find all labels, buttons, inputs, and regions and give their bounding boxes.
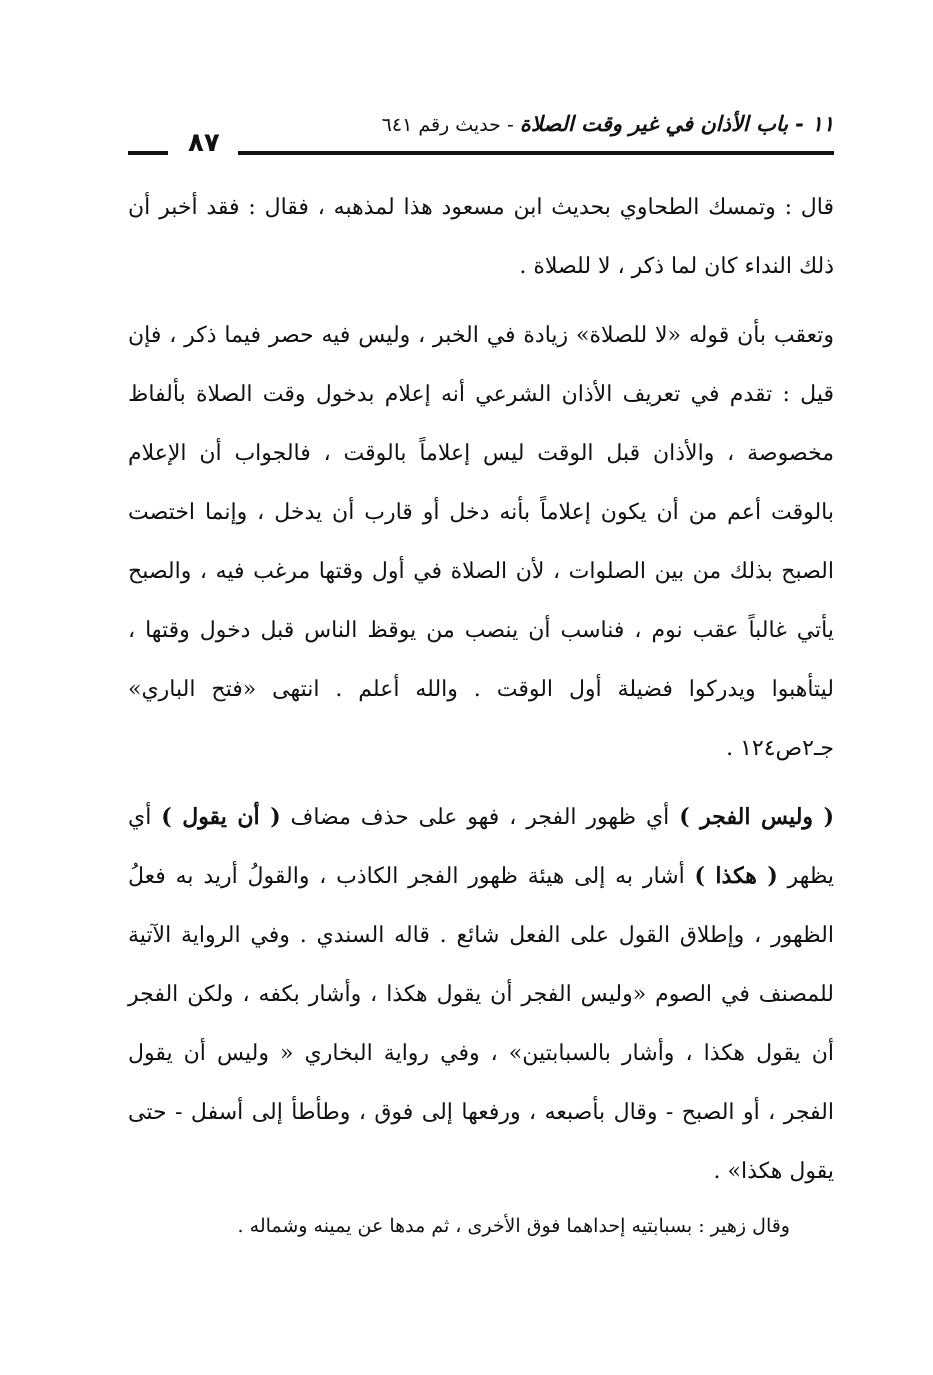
running-header <box>128 112 834 160</box>
header-separator: - <box>500 114 520 136</box>
paragraph-1: قال : وتمسك الطحاوي بحديث ابن مسعود هذا لمذهبه ، فقال : فقد أخبر أن ذلك النداء كان لما ذكر ، لا للصلاة . <box>128 195 834 279</box>
paragraph-3 <box>128 788 834 1201</box>
page-number: ٨٧ <box>188 128 220 158</box>
chapter-title: ١١ - باب الأذان في غير وقت الصلاة <box>519 112 834 136</box>
header-rule <box>238 151 834 155</box>
page-number-rule <box>128 151 168 155</box>
commentary-1: أي ظهور الفجر ، فهو على حذف مضاف <box>280 805 680 830</box>
hadith-reference: حديث رقم ٦٤١ <box>381 114 501 136</box>
paragraph-2: وتعقب بأن قوله «لا للصلاة» زيادة في الخبر ، وليس فيه حصر فيما ذكر ، فإن قيل : تقدم في تعريف الأذان الشرعي أنه إعلام بدخول وقت الصلاة بألفاظ مخصوصة ، والأذان قبل الوقت ليس إعلاماً بالوقت ، فالجواب أن الإعلام بالوقت أعم من أن يكون إعلاماً بأنه دخل أو قارب أن يدخل ، وإنما اختصت الصبح بذلك من بين الصلوات ، لأن الصلاة في أول وقتها مرغب فيه ، والصبح يأتي غالباً عقب نوم ، فناسب أن ينصب من يوقظ الناس قبل دخول وقتها ، ليتأهبوا ويدركوا فضيلة أول الوقت . والله أعلم . انتهى «فتح الباري» جـ٢ص١٢٤ . <box>128 323 834 761</box>
matn-phrase-1: ( وليس الفجر ) <box>679 804 835 830</box>
commentary-2: أي يظهر <box>128 805 834 889</box>
main-text <box>128 178 834 1201</box>
footnote: وقال زهير : بسبابتيه إحداهما فوق الأخرى ، ثم مدها عن يمينه وشماله . <box>237 1215 790 1237</box>
commentary-3: أشار به إلى هيئة ظهور الفجر الكاذب ، والقولُ أريد به فعلُ الظهور ، وإطلاق القول على الفعل شائع . قاله السندي . وفي الرواية الآتية للمصنف في الصوم «وليس الفجر أن يقول هكذا ، وأشار بكفه ، ولكن الفجر أن يقول هكذا ، وأشار بالسبابتين» ، وفي رواية البخاري « وليس أن يقول الفجر ، أو الصبح - وقال بأصبعه ، ورفعها إلى فوق ، وطأطأ إلى أسفل - حتى يقول هكذا» . <box>128 864 834 1184</box>
header-title <box>382 112 834 136</box>
matn-phrase-3: ( هكذا ) <box>694 863 778 889</box>
matn-phrase-2: ( أن يقول ) <box>161 804 281 830</box>
